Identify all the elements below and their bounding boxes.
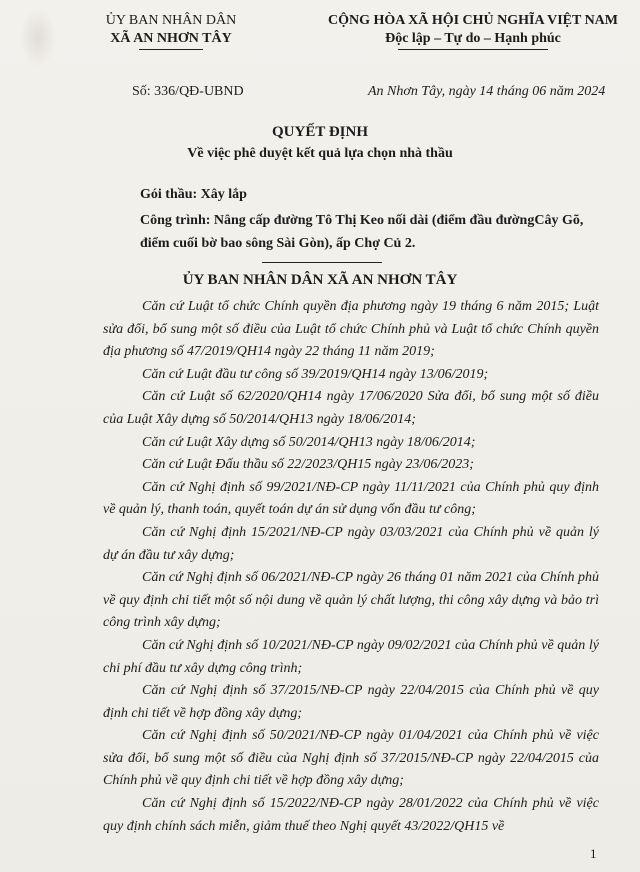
basis-paragraph: Căn cứ Nghị định 15/2021/NĐ-CP ngày 03/03/2021 của Chính phủ về quản lý dự án đầu tư xây dựng; [103, 524, 599, 563]
country-name: CỘNG HÒA XÃ HỘI CHỦ NGHĨA VIỆT NAM [327, 13, 618, 28]
basis-paragraph: Căn cứ Nghị định số 37/2015/NĐ-CP ngày 22/04/2015 của Chính phủ về quy định chi tiết về hợp đồng xây dựng; [103, 683, 599, 721]
basis-paragraph: Căn cứ Nghị định số 10/2021/NĐ-CP ngày 09/02/2021 của Chính phủ về quản lý chi phí đầu tư xây dựng công trình; [103, 637, 599, 676]
basis-paragraph: Căn cứ Luật số 62/2020/QH14 ngày 17/06/2020 Sửa đổi, bổ sung một số điều của Luật Xây dựng số 50/2014/QH13 ngày 18/06/2014; [103, 389, 599, 427]
basis-paragraph: Căn cứ Luật Xây dựng số 50/2014/QH13 ngày 18/06/2014; [142, 434, 476, 450]
basis-paragraph: Căn cứ Nghị định số 15/2022/NĐ-CP ngày 28/01/2022 của Chính phủ về việc quy định chính sách miễn, giảm thuế theo Nghị quyết 43/2022/QH15 về [103, 796, 599, 834]
issuer-org: ỦY BAN NHÂN DÂN [105, 13, 237, 28]
basis-paragraph: Căn cứ Luật đầu tư công số 39/2019/QH14 ngày 13/06/2019; [142, 366, 489, 382]
basis-paragraph: Căn cứ Nghị định số 99/2021/NĐ-CP ngày 11/11/2021 của Chính phủ quy định về quản lý, thanh toán, quyết toán dự án sử dụng vốn đầu tư công; [103, 479, 599, 518]
legal-basis [103, 296, 599, 838]
section-divider [262, 262, 382, 263]
document-number: Số: 336/QĐ-UBND [132, 84, 244, 99]
basis-paragraph: Căn cứ Nghị định số 06/2021/NĐ-CP ngày 26 tháng 01 năm 2021 của Chính phủ về quy định chi tiết một số nội dung về quản lý chất lượng, thi công xây dựng và bảo trì công trình xây dựng; [103, 570, 599, 631]
issuer-unit: XÃ AN NHƠN TÂY [110, 31, 232, 46]
page-number: 1 [590, 846, 597, 861]
slogan: Độc lập – Tự do – Hạnh phúc [385, 31, 561, 46]
document-subject: Về việc phê duyệt kết quả lựa chọn nhà thầu [187, 146, 453, 161]
paper-stain [20, 8, 56, 68]
national-motto [322, 12, 624, 50]
issuer-underline [139, 49, 203, 50]
basis-paragraph: Căn cứ Nghị định số 50/2021/NĐ-CP ngày 01/04/2021 của Chính phủ về việc sửa đổi, bổ sung một số điều của Nghị định số 37/2015/NĐ-CP ngày 22/04/2015 của Chính phủ về quy định chi tiết về hợp đồng xây dựng; [103, 728, 599, 789]
bid-package: Gói thầu: Xây lắp [140, 187, 247, 202]
slogan-underline [398, 49, 548, 50]
basis-paragraph: Căn cứ Luật tổ chức Chính quyền địa phương ngày 19 tháng 6 năm 2015; Luật sửa đổi, bổ sung một số điều của Luật tổ chức Chính phủ và Luật tổ chức Chính quyền địa phương số 47/2019/QH14 ngày 22 tháng 11 năm 2019; [103, 299, 599, 360]
committee-heading: ỦY BAN NHÂN DÂN XÃ AN NHƠN TÂY [182, 272, 458, 288]
document-date: An Nhơn Tây, ngày 14 tháng 06 năm 2024 [368, 84, 606, 99]
basis-paragraph: Căn cứ Luật Đấu thầu số 22/2023/QH15 ngày 23/06/2023; [142, 457, 474, 473]
issuer-header [96, 12, 246, 50]
project-name: Công trình: Nâng cấp đường Tô Thị Keo nối dài (điểm đầu đườngCây Gõ, điểm cuối bờ bao sông Sài Gòn), ấp Chợ Củ 2. [140, 213, 584, 251]
document-title: QUYẾT ĐỊNH [272, 124, 368, 140]
